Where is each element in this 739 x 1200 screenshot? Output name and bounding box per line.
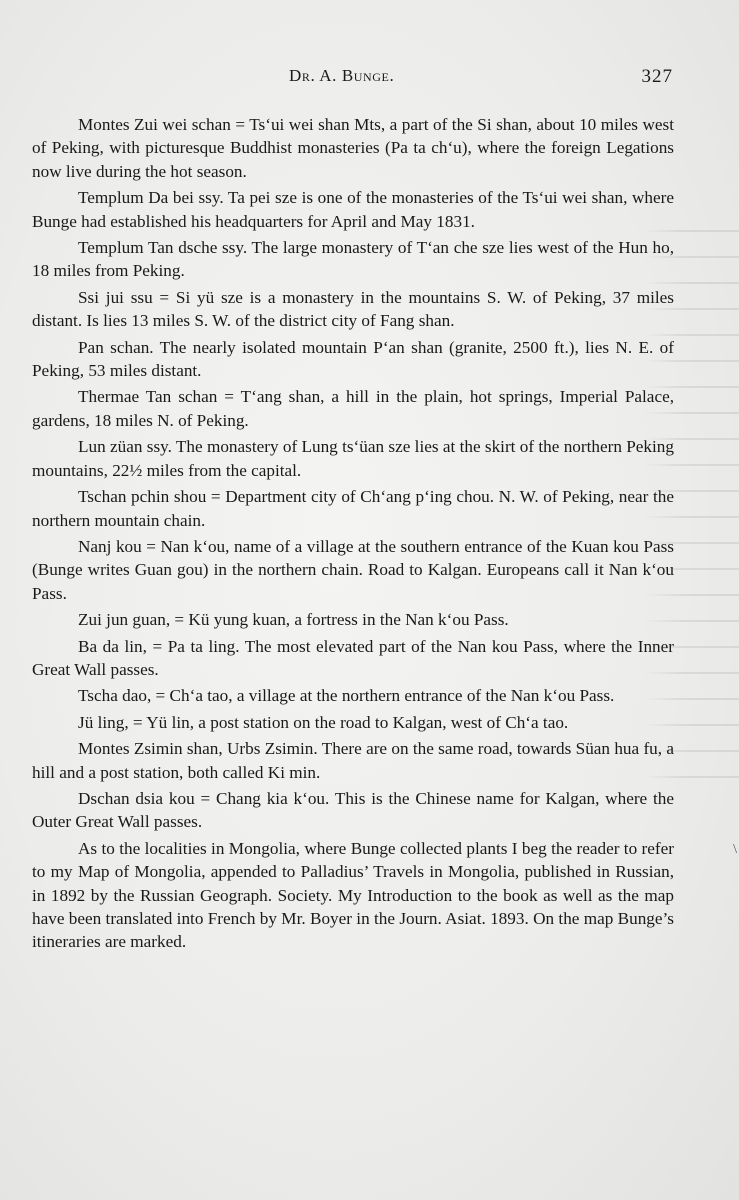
paragraph-ba-da-lin: Ba da lin, = Pa ta ling. The most elevated part of the Nan kou Pass, where the Inner Great Wall passes.	[32, 636, 674, 679]
running-head: Dr. A. Bunge.	[289, 66, 395, 85]
paragraph-tscha-dao: Tscha dao, = Ch‘a tao, a village at the northern entrance of the Nan k‘ou Pass.	[78, 686, 615, 706]
paragraph-tschan-pchin-shou: Tschan pchin shou = Department city of Ch‘ang p‘ing chou. N. W. of Peking, near the northern mountain chain.	[32, 487, 674, 530]
paragraph-zui-wei-schan: Montes Zui wei schan = Ts‘ui wei shan Mts, a part of the Si shan, about 10 miles west of Peking, with picturesque Buddhist monasteries (Pa ta ch‘u), where the foreign Legations now live during the hot season.	[32, 115, 674, 181]
paragraph-zsimin-shan: Montes Zsimin shan, Urbs Zsimin. There are on the same road, towards Süan hua fu, a hill and a post station, both called Ki min.	[32, 739, 674, 782]
paragraph-ju-ling: Jü ling, = Yü lin, a post station on the road to Kalgan, west of Ch‘a tao.	[78, 712, 569, 732]
paragraph-mongolia: As to the localities in Mongolia, where Bunge collected plants I beg the reader to refer to my Map of Mongolia, appended to Palladius’ Travels in Mongolia, published in Russian, in 1892 by the Russian Geograph. Society. My Introduction to the book as well as the map have been translated into French by Mr. Boyer in the Journ. Asiat. 1893. On the map Bunge’s itineraries are marked.	[32, 838, 674, 952]
body-text	[32, 113, 674, 954]
paragraph-zui-jun-guan: Zui jun guan, = Kü yung kuan, a fortress in the Nan k‘ou Pass.	[78, 610, 509, 630]
paragraph-dschan-dsia-kou: Dschan dsia kou = Chang kia k‘ou. This is the Chinese name for Kalgan, where the Outer Great Wall passes.	[32, 788, 674, 832]
paragraph-tan-dsche-ssy: Templum Tan dsche ssy. The large monastery of T‘an che sze lies west of the Hun ho, 18 miles from Peking.	[32, 238, 674, 281]
page-header	[0, 66, 739, 90]
paragraph-da-bei-ssy: Templum Da bei ssy. Ta pei sze is one of the monasteries of the Ts‘ui wei shan, where Bunge had established his headquarters for April and May 1831.	[32, 188, 674, 231]
paragraph-pan-schan: Pan schan. The nearly isolated mountain P‘an shan (granite, 2500 ft.), lies N. E. of Peking, 53 miles distant.	[32, 337, 674, 381]
paragraph-lun-zuan-ssy: Lun züan ssy. The monastery of Lung ts‘üan sze lies at the skirt of the northern Peking mountains, 22½ miles from the capital.	[32, 437, 674, 480]
paragraph-thermae-tan-schan: Thermae Tan schan = T‘ang shan, a hill in the plain, hot springs, Imperial Palace, gardens, 18 miles N. of Peking.	[32, 387, 674, 430]
paragraph-ssi-jui-ssu: Ssi jui ssu = Si yü sze is a monastery in the mountains S. W. of Peking, 37 miles distant. Is lies 13 miles S. W. of the district city of Fang shan.	[32, 287, 674, 331]
margin-mark: \	[733, 842, 737, 857]
paragraph-nanj-kou: Nanj kou = Nan k‘ou, name of a village at the southern entrance of the Kuan kou Pass (Bunge writes Guan gou) in the northern chain. Road to Kalgan. Europeans call it Nan k‘ou Pass.	[32, 536, 674, 603]
page-number: 327	[641, 66, 673, 87]
